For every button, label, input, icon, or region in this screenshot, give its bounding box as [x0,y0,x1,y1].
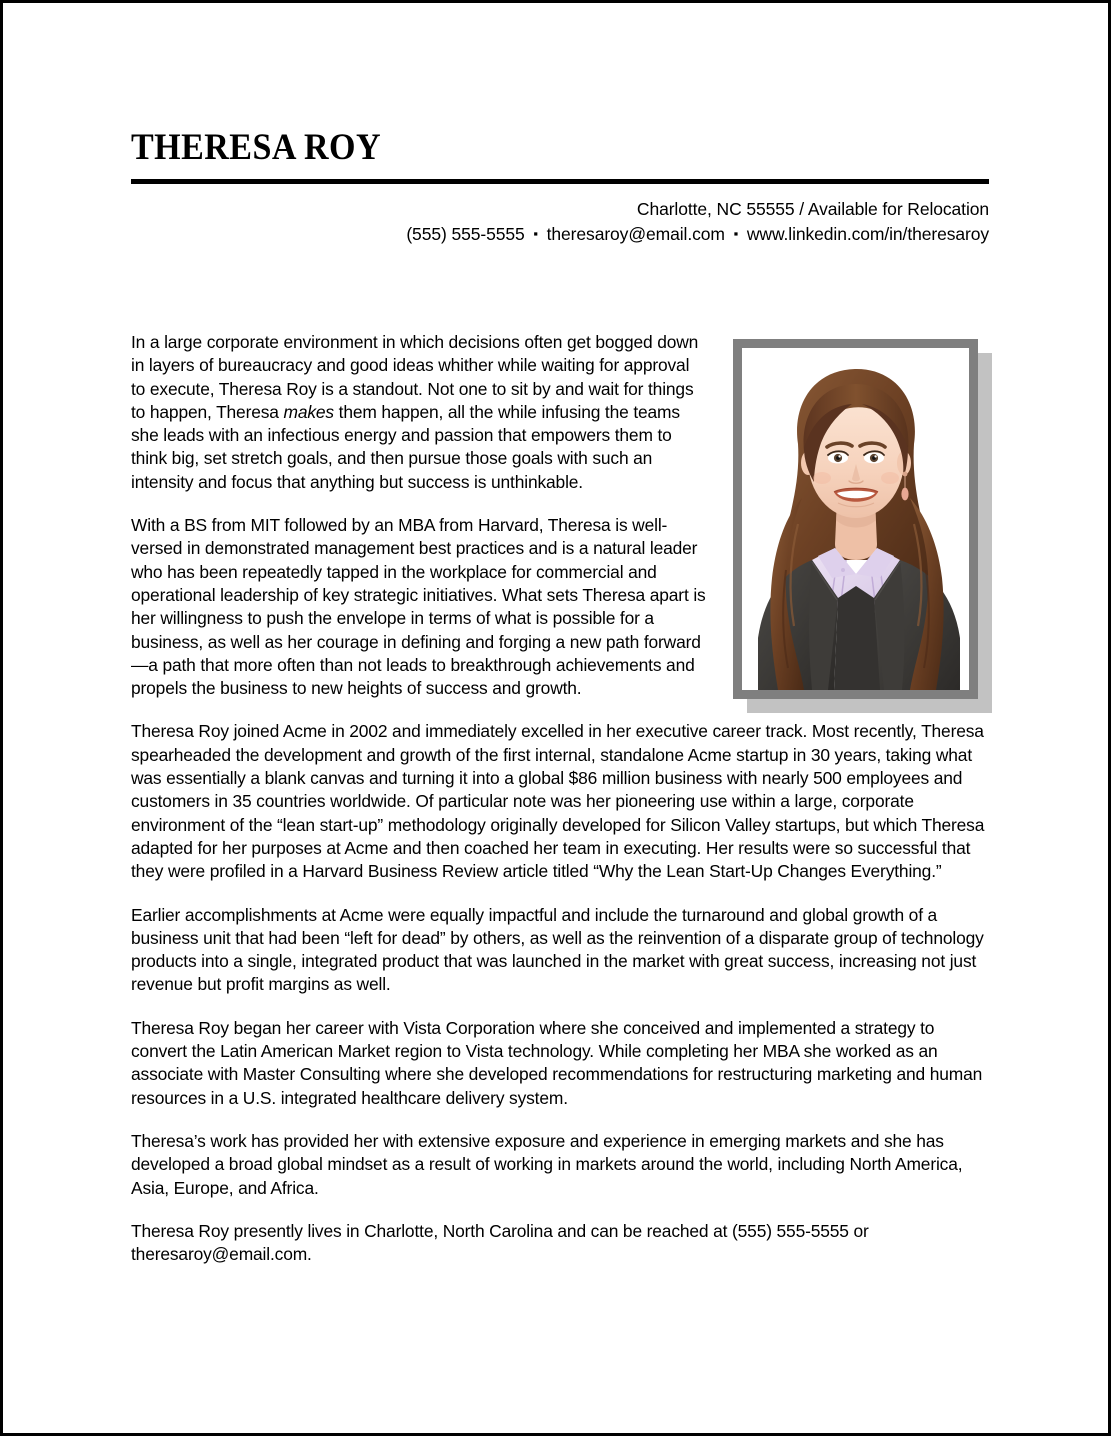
contact-location-line: Charlotte, NC 55555 / Available for Relocation [636,198,989,219]
paragraph-text: In a large corporate environment in which decisions often get bogged down in layers of bureaucracy and good ideas whither while waiting for approval to execute, Theresa Roy is a standout. Not one to sit by and wait for things to happen, Theresa [131,332,699,422]
headshot-photo [742,348,969,690]
paragraph-text: Theresa’s work has provided her with extensive exposure and experience in emerging markets and she has developed a broad global mindset as a result of working in markets around the world, including North America, Asia, Europe, and Africa. [131,1130,963,1198]
headshot-photo-container [733,339,991,699]
paragraph-text: Theresa Roy joined Acme in 2002 and immediately excelled in her executive career track. Most recently, Theresa spearheaded the development and growth of the first internal, standalone Acme startup in 30 years, taking what was essentially a blank canvas and turning it into a global $86 million business with nearly 500 employees and customers in 35 countries worldwide. Of particular note was her pioneering use within a large, corporate environment of the “lean start-up” methodology originally developed for Silicon Valley startups, but which Theresa adapted for her purposes at Acme and then coached her team in executing. Her results were so successful that they were profiled in a Harvard Business Review article titled “Why the Lean Start-Up Changes Everything.” [131,721,985,882]
paragraph-text: Earlier accomplishments at Acme were equally impactful and include the turnaround and global growth of a business unit that had been “left for dead” by others, as well as the reinvention of a disparate group of technology products into a single, integrated product that was launched in the market with great success, increasing not just revenue but profit margins as well. [131,904,984,995]
body-paragraph [131,1017,991,1110]
body-paragraph [131,1220,991,1267]
paragraph-text: With a BS from MIT followed by an MBA from Harvard, Theresa is well-versed in demonstrated management best practices and is a natural leader who has been repeatedly tapped in the workplace for commercial and operational leadership of key strategic initiatives. What sets Theresa apart is her willingness to push the envelope in terms of what is possible for a business, as well as her courage in defining and forging a new path forward—a path that more often than not leads to breakthrough achievements and propels the business to new heights of success and growth. [131,515,706,699]
paragraph-text: Theresa Roy began her career with Vista Corporation where she conceived and implemented a strategy to convert the Latin American Market region to Vista technology. While completing her MBA she worked as an associate with Master Consulting where she developed recommendations for restructuring marketing and human resources in a U.S. integrated healthcare delivery system. [131,1017,983,1108]
emphasized-text: makes [283,401,334,422]
body-paragraph [131,1130,991,1200]
contact-details-line [131,222,989,247]
document-header [131,129,989,247]
bullet-separator-icon: ▪ [733,226,739,242]
bullet-separator-icon: ▪ [533,226,538,242]
body-content [131,331,991,1266]
photo-frame [733,339,978,699]
contact-block [131,197,989,247]
portrait-illustration [742,348,969,690]
page-title: THERESA ROY [131,127,382,168]
body-paragraph [131,904,991,997]
contact-phone: (555) 555-5555 [406,223,525,244]
contact-email[interactable]: theresaroy@email.com [546,223,725,244]
contact-linkedin[interactable]: www.linkedin.com/in/theresaroy [746,223,989,244]
body-paragraph [131,720,991,883]
paragraph-text: Theresa Roy presently lives in Charlotte, North Carolina and can be reached at (555) 555-5555 or theresaroy@email.com. [131,1220,869,1265]
header-divider-rule [131,179,989,184]
paragraph-text: them happen, all the while infusing the teams she leads with an infectious energy and passion that empowers them to think big, set stretch goals, and then pursue those goals with such an intensity and focus that anything but success is unthinkable. [131,401,680,492]
